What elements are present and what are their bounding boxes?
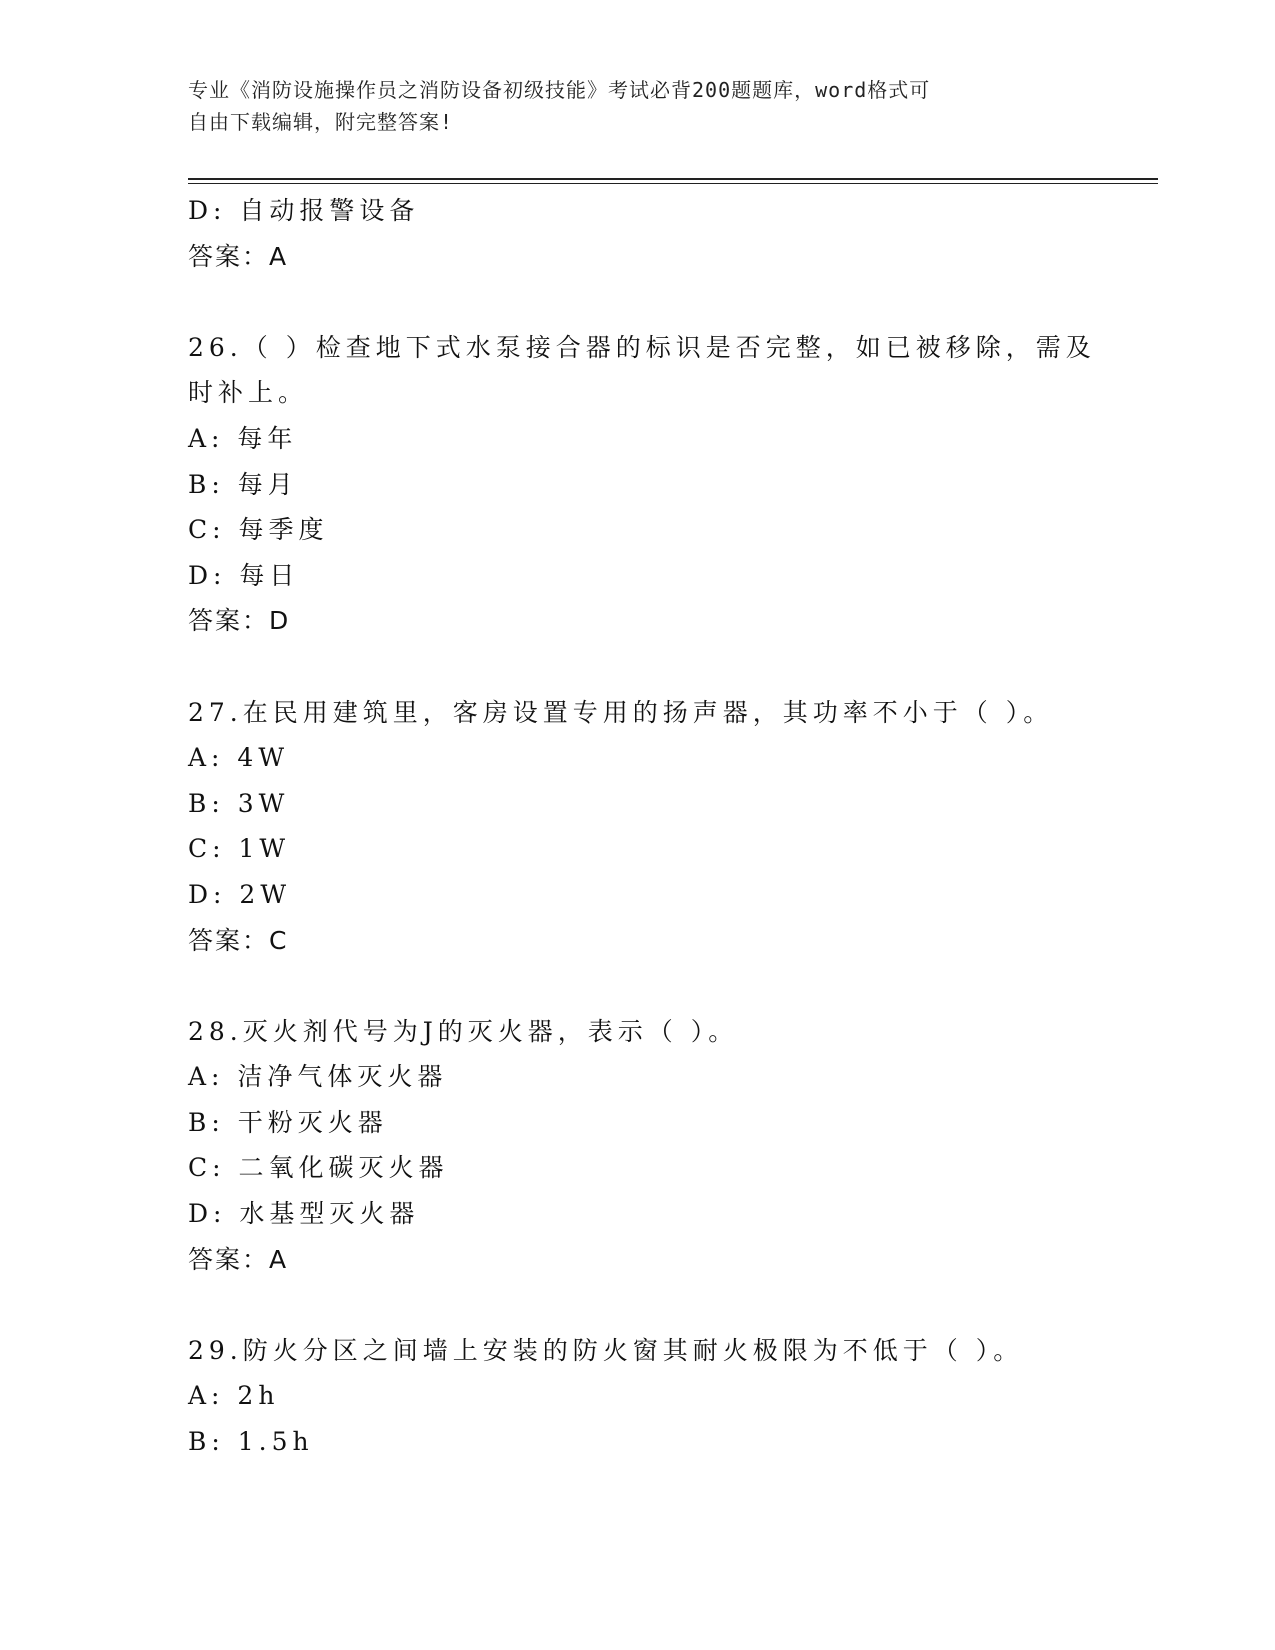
- spacer: [188, 279, 1128, 325]
- q28-option-c: C: 二氧化碳灭火器: [188, 1153, 449, 1183]
- header-divider-thick: [188, 178, 1158, 180]
- header-divider-thin: [188, 183, 1158, 184]
- q26-stem-line-2: 时补上。: [188, 378, 309, 408]
- q26-option-b: B: 每月: [188, 469, 298, 499]
- q29-stem-line-1: 29.防火分区之间墙上安装的防火窗其耐火极限为不低于（ ）。: [188, 1335, 1024, 1365]
- q27-option-a: A: 4W: [188, 743, 290, 773]
- q29-option-a: A: 2h: [188, 1381, 280, 1411]
- q27-answer: 答案：C: [188, 925, 289, 955]
- header-line-1: 专业《消防设施操作员之消防设备初级技能》考试必背200题题库，word格式可: [188, 78, 931, 102]
- q28-option-a: A: 洁净气体灭火器: [188, 1062, 448, 1092]
- q26-option-c: C: 每季度: [188, 515, 329, 545]
- q27-stem-line-1: 27.在民用建筑里，客房设置专用的扬声器，其功率不小于（ ）。: [188, 697, 1054, 727]
- q28-stem-line-1: 28.灭火剂代号为J的灭火器，表示（ ）。: [188, 1016, 739, 1046]
- q26-answer: 答案：D: [188, 606, 291, 636]
- q27-option-b: B: 3W: [188, 788, 290, 818]
- q28-option-b: B: 干粉灭火器: [188, 1107, 388, 1137]
- q26-stem-line-1: 26.（ ）检查地下式水泵接合器的标识是否完整，如已被移除，需及: [188, 332, 1096, 362]
- q26-option-a: A: 每年: [188, 423, 298, 453]
- q27-option-d: D: 2W: [188, 879, 292, 909]
- q26-option-d: D: 每日: [188, 560, 300, 590]
- document-header: [188, 74, 1068, 138]
- prev-answer: 答案：A: [188, 241, 289, 271]
- q27-option-c: C: 1W: [188, 834, 291, 864]
- prev-option-d: D: 自动报警设备: [188, 196, 420, 225]
- q28-answer: 答案：A: [188, 1244, 289, 1274]
- q28-option-d: D: 水基型灭火器: [188, 1199, 420, 1229]
- spacer: [188, 644, 1128, 690]
- question-list: [188, 188, 1128, 1465]
- spacer: [188, 963, 1128, 1009]
- header-line-2: 自由下载编辑，附完整答案!: [188, 110, 454, 134]
- spacer: [188, 1282, 1128, 1328]
- q29-option-b: B: 1.5h: [188, 1427, 314, 1457]
